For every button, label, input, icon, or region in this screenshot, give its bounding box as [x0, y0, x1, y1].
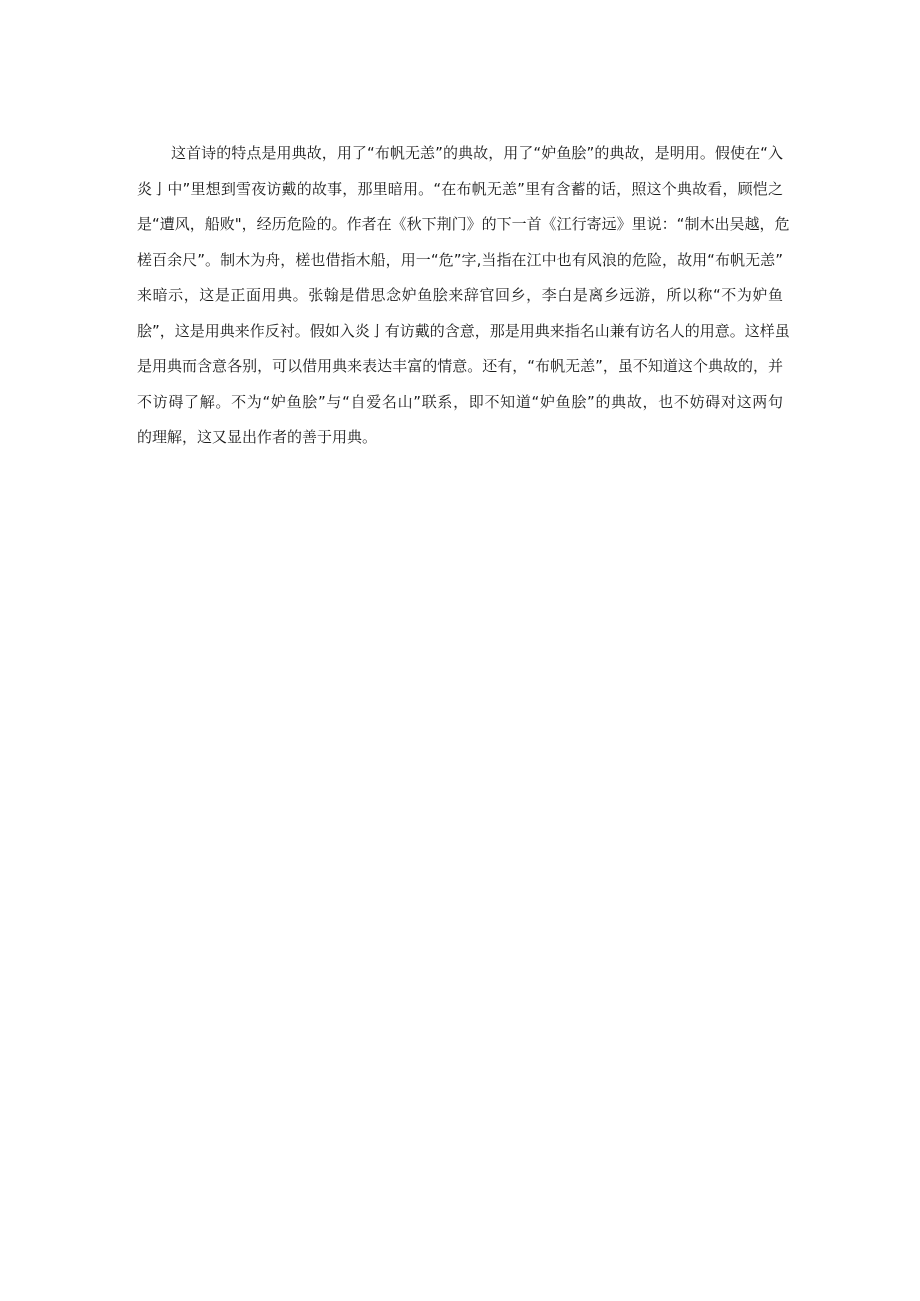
paragraph-line: 炎亅中”里想到雪夜访戴的故事，那里暗用。“在布帆无恙”里有含蓄的话，照这个典故看，顾恺之 — [137, 179, 783, 198]
paragraph-line-last: 的理解，这又显出作者的善于用典。 — [137, 428, 378, 446]
paragraph-line: 槎百余尺”。制木为舟，槎也借指木船，用一“危”字,当指在江中也有风浪的危险，故用“布帆无恙” — [137, 250, 783, 269]
paragraph-line: 是用典而含意各别，可以借用典来表达丰富的情意。还有，“布帆无恙”，虽不知道这个典故的，并 — [137, 357, 783, 375]
paragraph-line: 来暗示，这是正面用典。张翰是借思念妒鱼脍来辞官回乡，李白是离乡远游，所以称“不为妒鱼 — [137, 286, 783, 304]
paragraph-line: 是“遭风，船败"，经历危险的。作者在《秋下荆门》的下一首《江行寄远》里说：“制木出吴越，危 — [137, 215, 790, 233]
paragraph-line: 这首诗的特点是用典故，用了“布帆无恙”的典故，用了“妒鱼脍”的典故，是明用。假使在“入 — [171, 144, 783, 162]
paragraph-line: 脍”，这是用典来作反衬。假如入炎亅有访戴的含意，那是用典来指名山兼有访名人的用意。这样虽 — [137, 321, 790, 340]
body-paragraph — [137, 136, 790, 456]
paragraph-line: 不访碍了解。不为“妒鱼脍”与“自爱名山”联系，即不知道“妒鱼脍”的典故，也不妨碍对这两句 — [137, 392, 783, 411]
